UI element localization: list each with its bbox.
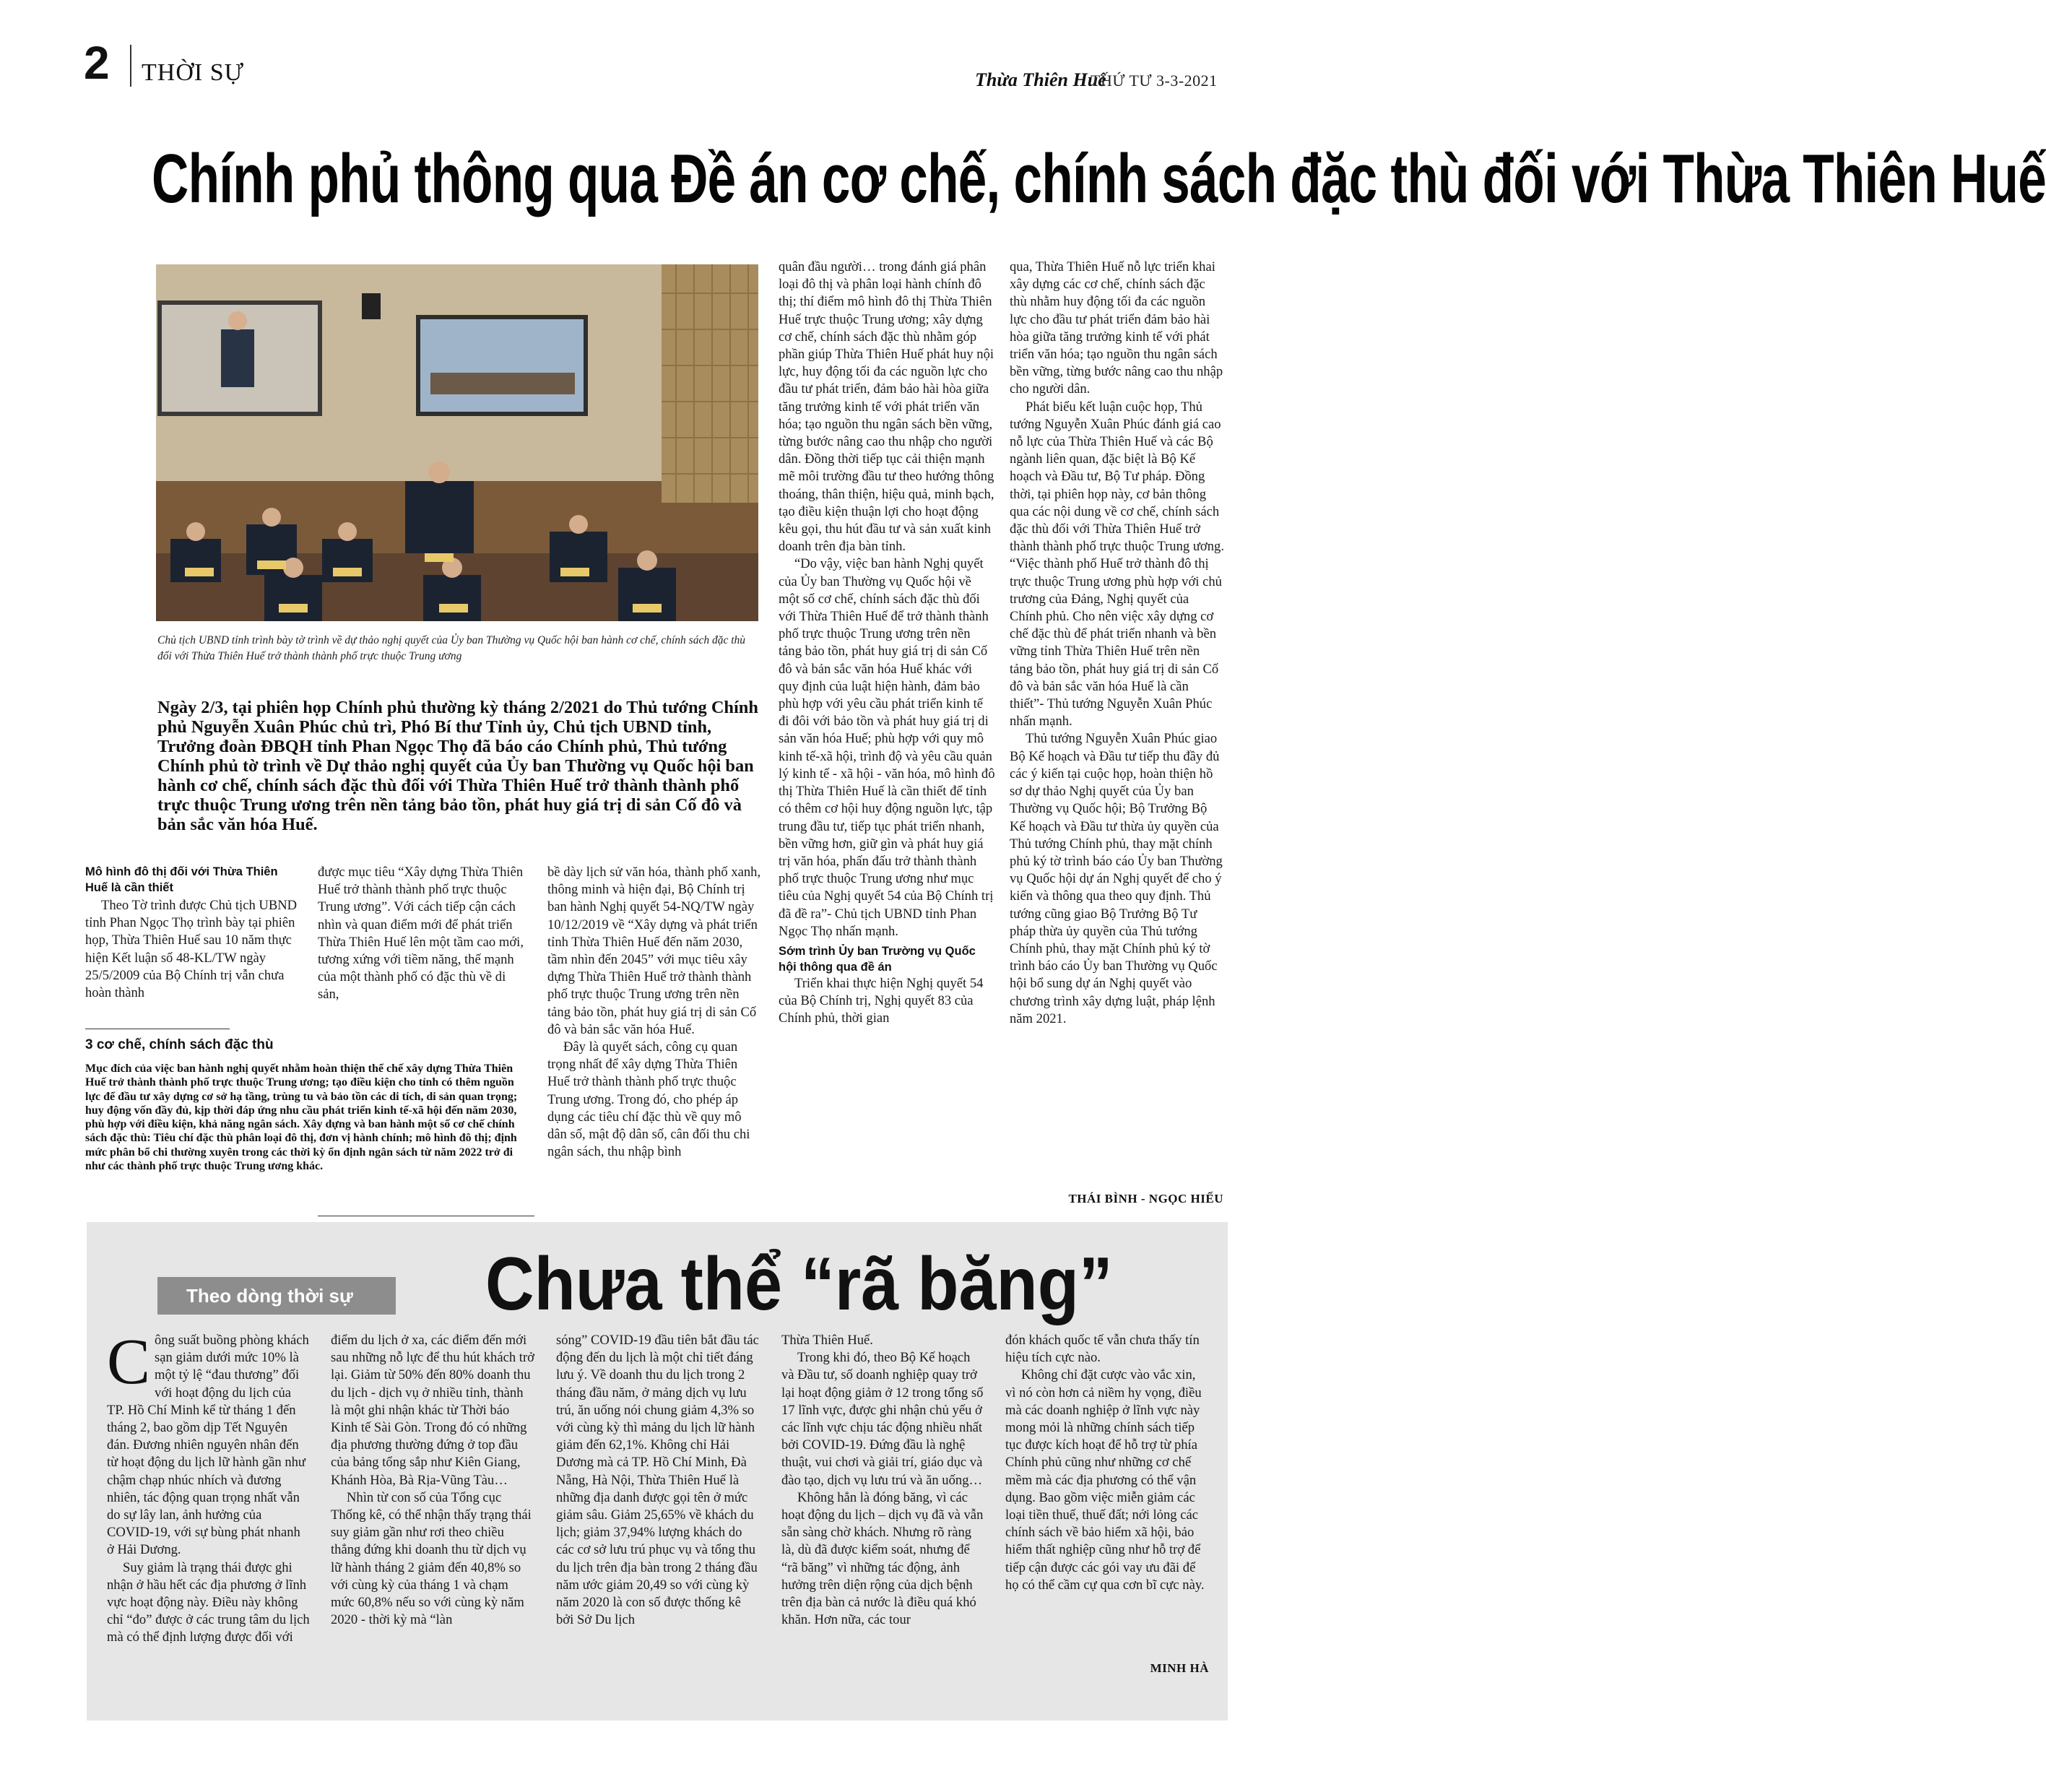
paragraph: Thừa Thiên Huế.: [781, 1333, 873, 1348]
paragraph: Công suất buồng phòng khách sạn giảm dưới mức 10% là một tỷ lệ “đau thương” đối với hoạt động du lịch của TP. Hồ Chí Minh kể từ tháng 1 đến tháng 2, bao gồm dịp Tết Nguyên đán. Đương nhiên nguyên nhân đến từ hoạt động du lịch lữ hành gần như chậm chạp nhúc nhích và đương nhiên, tác động quan trọng nhất vẫn do sự lây lan, ảnh hưởng của COVID-19, với sự bùng phát nhanh ở Hải Dương.: [107, 1326, 309, 1558]
paragraph: Không chỉ đặt cược vào vắc xin, vì nó còn hơn cả niềm hy vọng, điều mà các doanh nghiệp ở lĩnh vực này mong mỏi là những chính sách tiếp tục được kích hoạt để hỗ trợ từ phía Chính phủ cũng như những cơ chế mềm mà các địa phương có thể vận dụng. Bao gồm việc miễn giảm các loại tiền thuế, thuế đất; nới lỏng các chính sách về bảo hiểm xã hội, bảo hiểm thất nghiệp cũng như hỗ trợ để tiếp cận được các gói vay ưu đãi để họ có thể cầm cự qua cơn bĩ cực này.: [1005, 1367, 1205, 1593]
paragraph: qua, Thừa Thiên Huế nỗ lực triển khai xây dựng các cơ chế, chính sách đặc thù nhằm huy động tối đa các nguồn lực cho đầu tư phát triển đảm bảo hài hòa giữa tăng trưởng kinh tế với phát triển văn hóa; tạo nguồn thu ngân sách bền vững, từng bước nâng cao thu nhập cho người dân.: [1010, 259, 1223, 397]
paragraph: Nhìn từ con số của Tổng cục Thống kê, có thể nhận thấy trạng thái suy giảm gần như rơi theo chiều thẳng đứng khi doanh thu từ dịch vụ lữ hành tháng 2 giảm đến 40,8% so với cùng kỳ của tháng 1 và chạm mức 60,8% nếu so với cùng kỳ năm 2020 - thời kỳ mà “làn: [331, 1489, 532, 1628]
commentary-column-1: [107, 1326, 311, 1647]
header-divider: [130, 45, 131, 87]
paragraph: Triển khai thực hiện Nghị quyết 54 của Bộ Chính trị, Nghị quyết 83 của Chính phủ, thời gian: [779, 975, 984, 1026]
subhead-submit-proposal: Sớm trình Ủy ban Trường vụ Quốc hội thông qua đề án: [779, 944, 976, 974]
article-column-4: [779, 259, 995, 1028]
paragraph: Không hẳn là đóng băng, vì các hoạt động du lịch – dịch vụ đã và vẫn sẵn sàng chờ khách. Nhưng rõ ràng là, dù đã được kiểm soát, nhưng để “rã băng” vì những tác động, ảnh hưởng trên diện rộng của dịch bệnh trên địa bàn cả nước là điều quá khó khăn. Hơn nữa, các tour: [781, 1489, 984, 1628]
paragraph: đón khách quốc tế vẫn chưa thấy tín hiệu tích cực nào.: [1005, 1333, 1200, 1366]
paragraph: Thủ tướng Nguyễn Xuân Phúc giao Bộ Kế hoạch và Đầu tư tiếp thu đầy đủ các ý kiến tại cuộc họp, hoàn thiện hồ sơ dự thảo Nghị quyết của Ủy ban Thường vụ Quốc hội; Bộ Trưởng Bộ Kế hoạch và Đầu tư thừa ủy quyền của Thủ tướng Chính phủ, thay mặt chính phủ ký tờ trình báo cáo Ủy ban Thường vụ Quốc hội dự án Nghị quyết để cho ý kiến và thông qua theo quy định. Thủ tướng cũng giao Bộ Trưởng Bộ Tư pháp thừa ủy quyền của Thủ tướng Chính phủ, thay mặt Chính phủ ký tờ trình báo cáo Ủy ban Thường vụ Quốc hội bổ sung dự án Nghị quyết vào chương trình xây dựng luật, pháp lệnh năm 2021.: [1010, 731, 1223, 1026]
paragraph: điểm du lịch ở xa, các điểm đến mới sau những nỗ lực để thu hút khách trở lại. Giảm từ 50% đến 80% doanh thu du lịch - dịch vụ ở nhiều tỉnh, thành là một ghi nhận khác từ Thời báo Kinh tế Sài Gòn. Trong đó có những địa phương thường đứng ở top đầu của bảng tổng sắp như Kiên Giang, Khánh Hòa, Bà Rịa-Vũng Tàu…: [331, 1333, 534, 1488]
paragraph: Theo Tờ trình được Chủ tịch UBND tỉnh Phan Ngọc Thọ trình bày tại phiên họp, Thừa Thiên Huế sau 10 năm thực hiện Kết luận số 48-KL/TW ngày 25/5/2009 của Bộ Chính trị vẫn chưa hoàn thành: [85, 898, 298, 1001]
mechanisms-box-text: Mục đích của việc ban hành nghị quyết nhằm hoàn thiện thể chế xây dựng Thừa Thiên Huế trở thành thành phố trực thuộc Trung ương; tạo điều kiện cho tỉnh có thêm nguồn lực để đầu tư xây dựng cơ sở hạ tầng, trùng tu và bảo tồn các di tích, di sản quan trọng; huy động vốn đầy đủ, kịp thời đáp ứng nhu cầu phát triển kinh tế-xã hội đến năm 2030, phù hợp với điều kiện, khả năng ngân sách. Xây dựng và ban hành một số cơ chế chính sách đặc thù: Tiêu chí đặc thù phân loại đô thị, đơn vị hành chính; mô hình đô thị; định mức phân bổ chi thường xuyên trong các thời kỳ ổn định ngân sách từ năm 2022 trở đi như các thành phố trực thuộc Trung ương khác.: [85, 1062, 518, 1173]
commentary-headline: Chưa thể “rã băng”: [485, 1242, 1113, 1326]
article-lead: Ngày 2/3, tại phiên họp Chính phủ thường kỳ tháng 2/2021 do Thủ tướng Chính phủ Nguyễn Xuân Phúc chủ trì, Phó Bí thư Tỉnh ủy, Chủ tịch UBND tỉnh, Trưởng đoàn ĐBQH tỉnh Phan Ngọc Thọ đã báo cáo Chính phủ, Thủ tướng Chính phủ tờ trình về Dự thảo nghị quyết của Ủy ban Thường vụ Quốc hội ban hành cơ chế, chính sách đặc thù đối với Thừa Thiên Huế trở thành thành phố trực thuộc Trung ương trên nền tảng bảo tồn, phát huy giá trị di sản Cố đô và bản sắc văn hóa Huế.: [157, 698, 758, 834]
paragraph: Trong khi đó, theo Bộ Kế hoạch và Đầu tư, số doanh nghiệp quay trở lại hoạt động giảm ở 12 trong tổng số 17 lĩnh vực, được ghi nhận chủ yếu ở các lĩnh vực chịu tác động nhiều nhất bởi COVID-19. Đứng đầu là nghệ thuật, vui chơi và giải trí, giáo dục và đào tạo, dịch vụ lưu trú và ăn uống…: [781, 1350, 984, 1488]
paragraph: Đây là quyết sách, công cụ quan trọng nhất để xây dựng Thừa Thiên Huế trở thành thành phố trực thuộc Trung ương. Trong đó, cho phép áp dụng các tiêu chí đặc thù về quy mô dân số, mật độ dân số, cân đối thu chi ngân sách, thu nhập bình: [547, 1039, 750, 1160]
subhead-three-mechanisms: 3 cơ chế, chính sách đặc thù: [85, 1037, 274, 1052]
article-byline: THÁI BÌNH - NGỌC HIẾU: [1068, 1192, 1223, 1206]
main-headline: Chính phủ thông qua Đề án cơ chế, chính sách đặc thù đối với Thừa Thiên Huế: [152, 140, 2046, 217]
commentary-column-3: [556, 1332, 760, 1629]
drop-cap: C: [107, 1326, 151, 1398]
article-column-3: [547, 864, 763, 1161]
article-column-5: [1010, 259, 1225, 1028]
page-number: 2: [84, 37, 110, 89]
commentary-kicker: Theo dòng thời sự: [157, 1277, 396, 1315]
paragraph: sóng” COVID-19 đầu tiên bắt đầu tác động đến du lịch là một chỉ tiết đáng lưu ý. Về doanh thu du lịch trong 2 tháng đầu năm, ở mảng dịch vụ lưu trú, ăn uống nói chung giảm 4,3% so với cùng kỳ thì mảng du lịch lữ hành giảm đến 62,1%. Không chỉ Hải Dương mà cả TP. Hồ Chí Minh, Đà Nẵng, Hà Nội, Thừa Thiên Huế là những địa danh được gọi tên ở mức giảm sâu. Giảm 25,65% về khách du lịch; giảm 37,94% lượng khách do các cơ sở lưu trú phục vụ và tổng thu du lịch trên địa bàn trong 2 tháng đầu năm ước giảm 20,49 so với cùng kỳ năm 2020 là con số được thống kê bởi Sở Du lịch: [556, 1333, 759, 1628]
section-name: THỜI SỰ: [142, 59, 244, 86]
paragraph: bề dày lịch sử văn hóa, thành phố xanh, thông minh và hiện đại, Bộ Chính trị ban hành Nghị quyết 54-NQ/TW ngày 10/12/2019 về “Xây dựng và phát triển tỉnh Thừa Thiên Huế đến năm 2030, tầm nhìn đến 2045” với mục tiêu xây dựng Thừa Thiên Huế trở thành thành phố trực thuộc Trung ương trên nền tảng bảo tồn, phát huy giá trị di sản Cố đô và bản sắc văn hóa Huế.: [547, 865, 761, 1037]
commentary-column-5: [1005, 1332, 1209, 1594]
commentary-column-2: [331, 1332, 534, 1629]
meeting-photo: [156, 264, 758, 621]
commentary-byline: MINH HÀ: [1150, 1661, 1209, 1675]
paragraph: Phát biểu kết luận cuộc họp, Thủ tướng Nguyễn Xuân Phúc đánh giá cao nỗ lực của Thừa Thiên Huế và các Bộ ngành liên quan, đặc biệt là Bộ Kế hoạch và Đầu tư, Bộ Tư pháp. Đồng thời, tại phiên họp này, cơ bản thông qua các nội dung về cơ chế, chính sách đặc thù đối với Thừa Thiên Huế trở thành thành phố trực thuộc Trung ương. “Việc thành phố Huế trở thành đô thị trực thuộc Trung ương phù hợp với chủ trương của Đảng, Nghị quyết của Chính phủ. Cho nên việc xây dựng cơ chế đặc thù để phát triển nhanh và bền vững tỉnh Thừa Thiên Huế trên nền tảng bảo tồn, phát huy giá trị di sản Cố đô và bản sắc văn hóa Huế là cần thiết”- Thủ tướng Nguyễn Xuân Phúc nhấn mạnh.: [1010, 399, 1225, 730]
subhead-urban-model: Mô hình đô thị đối với Thừa Thiên Huế là cần thiết: [85, 865, 278, 894]
article-column-1: [85, 897, 302, 1002]
commentary-column-4: [781, 1332, 985, 1629]
photo-caption: Chủ tịch UBND tỉnh trình bày tờ trình về dự thảo nghị quyết của Ủy ban Thường vụ Quốc hội ban hành cơ chế, chính sách đặc thù đối với Thừa Thiên Huế trở thành thành phố trực thuộc Trung ương: [157, 634, 746, 662]
issue-date: THỨ TƯ 3-3-2021: [1091, 72, 1218, 90]
masthead: Thừa Thiên Huế: [975, 69, 1106, 90]
paragraph: được mục tiêu “Xây dựng Thừa Thiên Huế trở thành thành phố trực thuộc Trung ương”. Với cách tiếp cận cách nhìn và quan điểm mới để phát triển Thừa Thiên Huế lên một tầm cao mới, tương xứng với tiềm năng, thế mạnh của một thành phố có đặc thù về di sản,: [318, 865, 524, 1003]
paragraph: Suy giảm là trạng thái được ghi nhận ở hầu hết các địa phương ở lĩnh vực hoạt động này. Điều này không chỉ “đo” được ở các trung tâm du lịch mà có thể định lượng được đối với: [107, 1559, 310, 1645]
paragraph: “Do vậy, việc ban hành Nghị quyết của Ủy ban Thường vụ Quốc hội về một số cơ chế, chính sách đặc thù đối với Thừa Thiên Huế để trở thành thành phố trực thuộc Trung ương trên nền tảng bảo tồn, phát huy giá trị di sản Cố đô và bản sắc văn hóa Huế khác với quy định của luật hiện hành, đảm bảo phù hợp với yêu cầu phát triển kinh tế đi đôi với bảo tồn và phát huy giá trị di sản văn hóa Huế; phù hợp với quy mô kinh tế-xã hội, trình độ và yêu cầu quản lý kinh tế - xã hội - văn hóa, mô hình đô thị Thừa Thiên Huế là cần thiết để tỉnh có thêm cơ hội huy động nguồn lực, tập trung đầu tư, tiếp tục phát triển nhanh, bền vững hơn, giữ gìn và phát huy giá trị văn hóa, phấn đấu trở thành thành phố trực thuộc Trung ương như mục tiêu của Nghị quyết 54 của Bộ Chính trị đã đề ra”- Chủ tịch UBND tỉnh Phan Ngọc Thọ nhấn mạnh.: [779, 556, 995, 939]
article-column-2: [318, 864, 527, 1004]
paragraph: quân đầu người… trong đánh giá phân loại đô thị và phân loại hành chính đô thị; thí điểm mô hình đô thị Thừa Thiên Huế trực thuộc Trung ương; xây dựng cơ chế, chính sách đặc thù nhằm góp phần giúp Thừa Thiên Huế phát huy nội lực, huy động tối đa các nguồn lực cho đầu tư phát triển, đảm bảo hài hòa giữa tăng trưởng kinh tế với phát triển văn hóa; tạo nguồn thu ngân sách bền vững, từng bước nâng cao thu nhập cho người dân. Đồng thời tiếp tục cải thiện mạnh mẽ môi trường đầu tư theo hướng thông thoáng, thân thiện, hiệu quả, minh bạch, tạo điều kiện thuận lợi cho hoạt động kêu gọi, thu hút đầu tư và sản xuất kinh doanh trên địa bàn tỉnh.: [779, 259, 994, 555]
